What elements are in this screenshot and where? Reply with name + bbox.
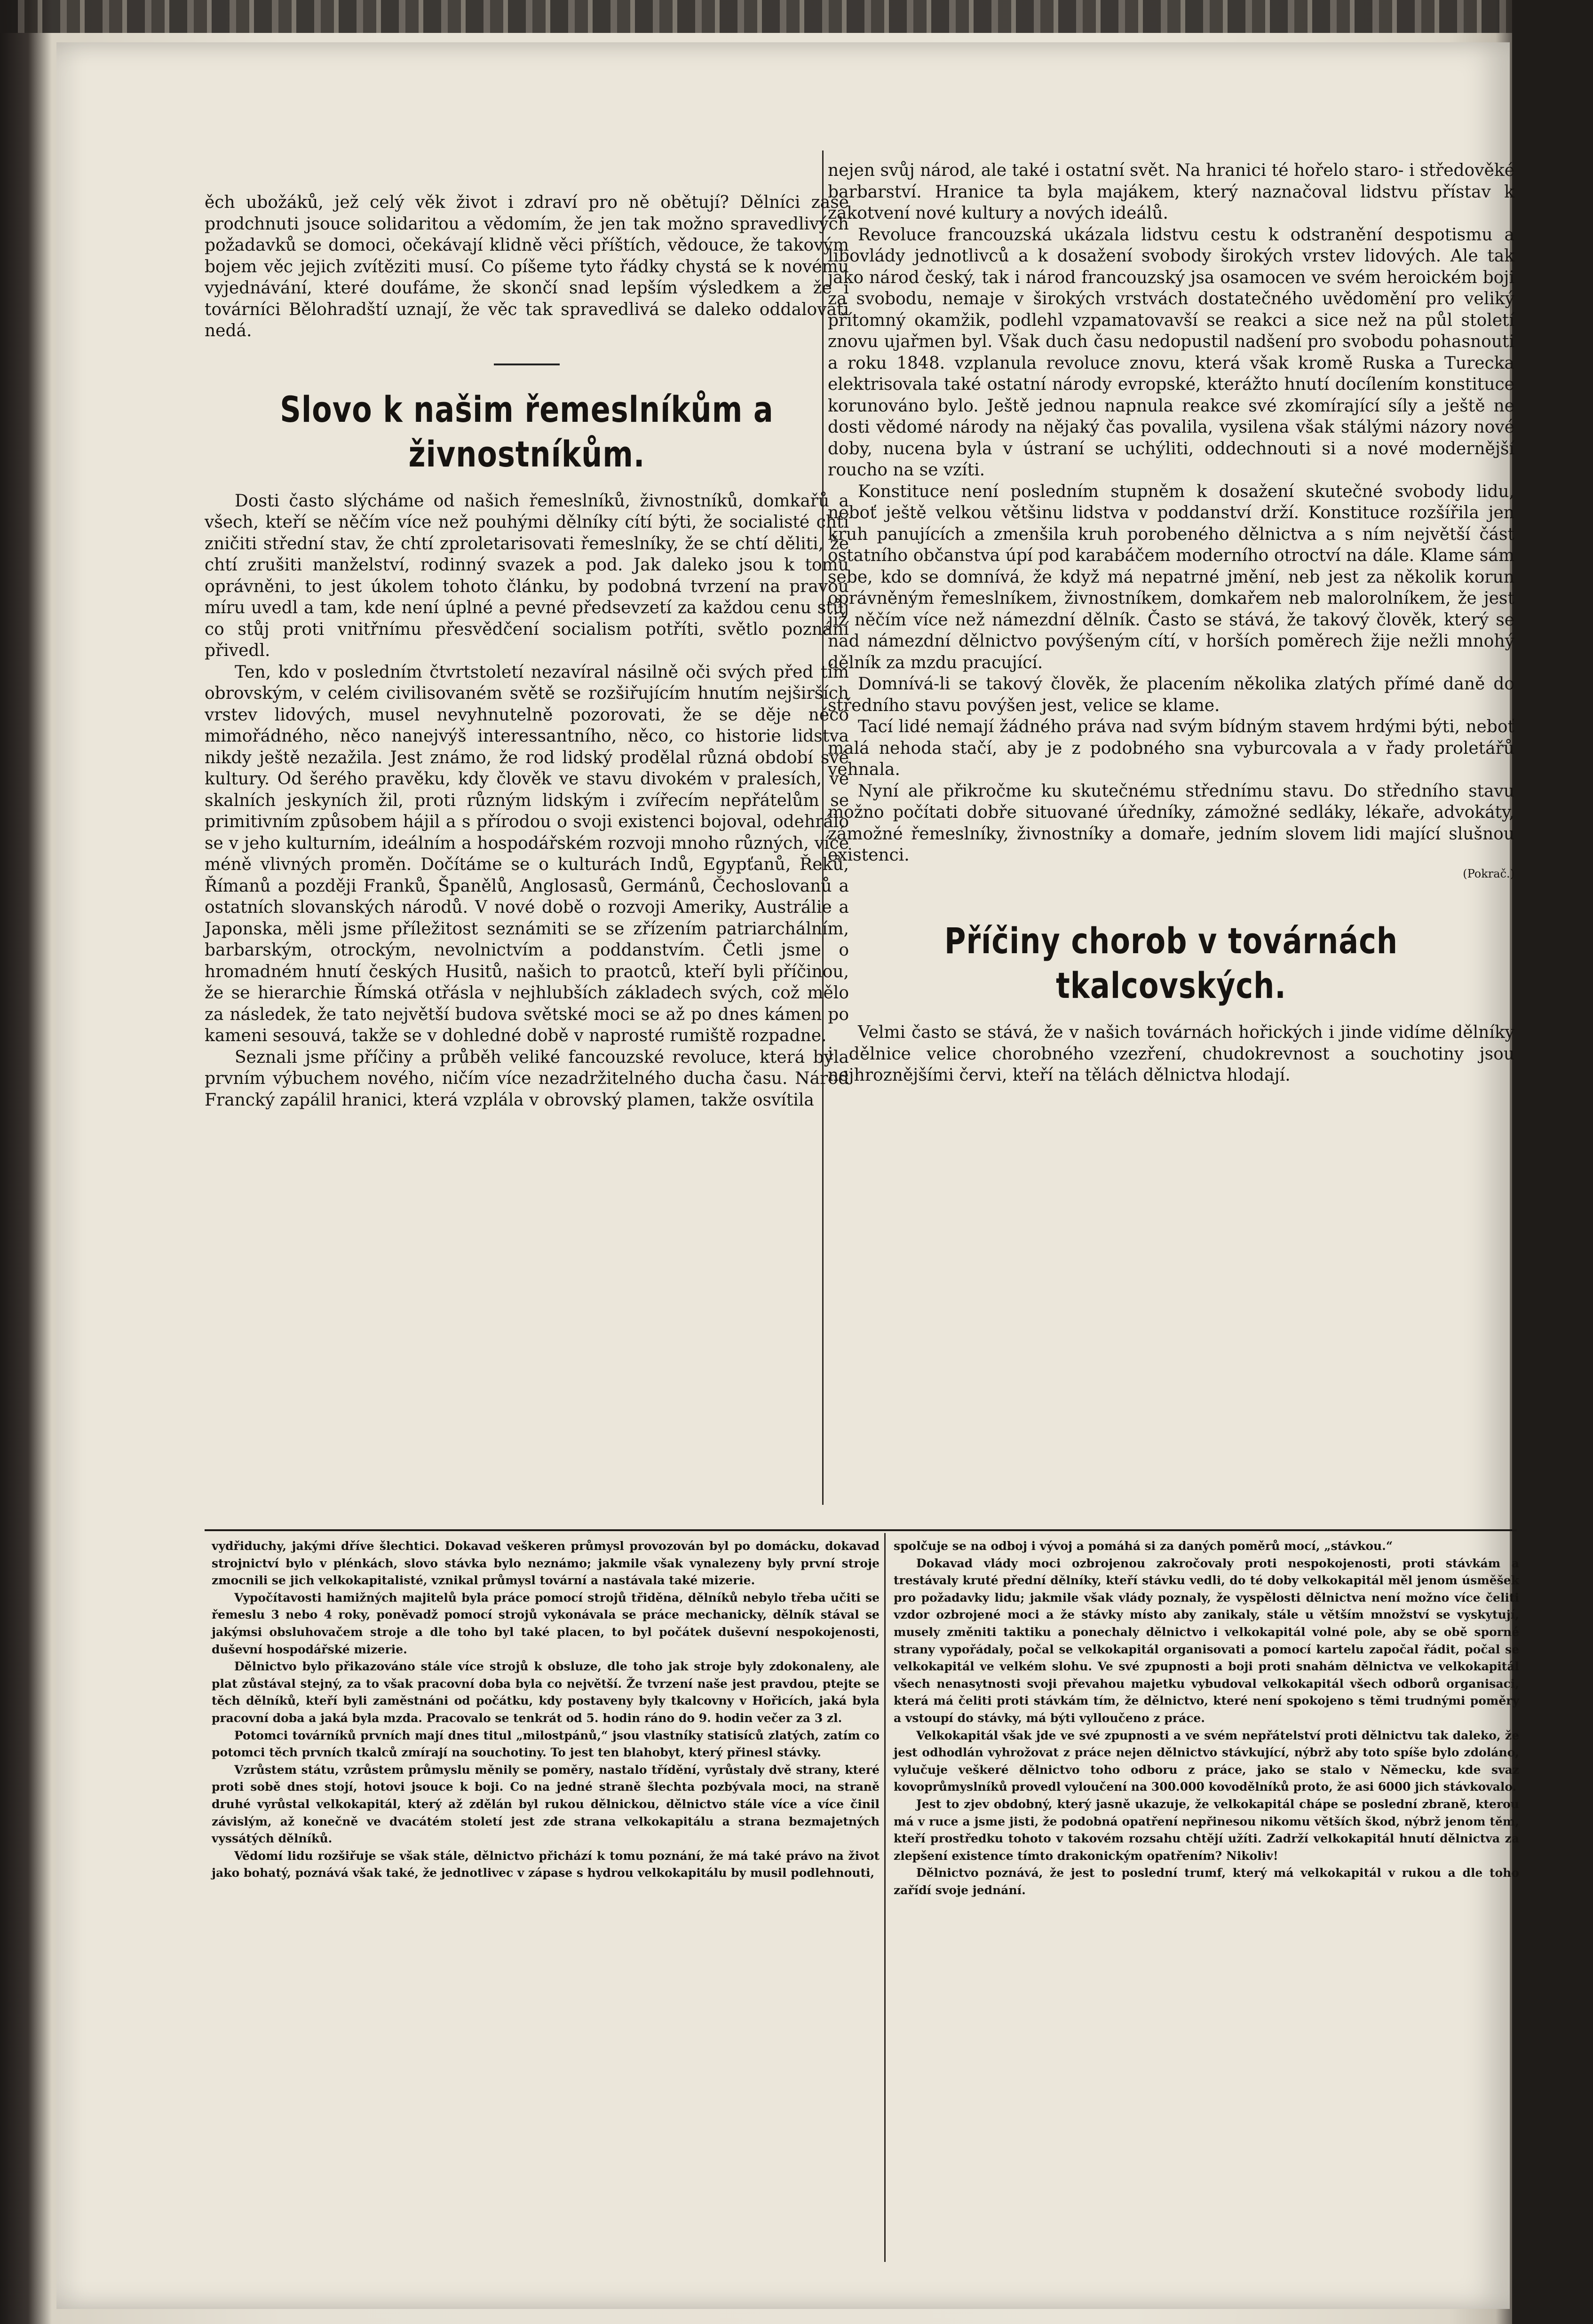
article-paragraph: Ten, kdo v posledním čtvrtstoletí nezavíral násilně oči svých před tím obrovským, v celém civilisovaném světě se rozšiřujícím hnutím nejširších vrstev lidových, musel nevyhnutelně pozorovati, že se děje něco mimořádného, něco nanejvýš interessantního, něco, co historie lidstva nikdy ještě nezažila. Jest známo, že rod lidský prodělal různá období své kultury. Od šerého pravěku, kdy člověk ve stavu divokém v pralesích, ve skalních jeskyních žil, proti různým lidským i zvířecím nepřátelům se primitivním způsobem hájil a s přírodou o svoji existenci bojoval, odehrálo se v jeho kulturním, ideálním a hospodářském rozvoji mnoho různých, více méně vlivných proměn. Dočítáme se o kulturách Indů, Egypťanů, Řeků, Římanů a později Franků, Španělů, Anglosasů, Germánů, Čechoslovanů a ostatních slovanských národů. V nové době o rozvoji Ameriky, Austrálie a Japonska, měli jsme příležitost seznámiti se se zřízením patriarchálním, barbarským, otrockým, nevolnictvím a poddanstvím. Četli jsme o hromadném hnutí českých Husitů, našich to praotců, kteří byli příčinou, že se hierarchie Římská otřásla v nejhlubších základech svých, což mělo za následek, že tato největší budova světské moci se až po dnes kámen po kameni sesouvá, takže se v dohledné době v naprosté rumiště rozpadne. (205, 662, 849, 1045)
bottom-paragraph: vydřiduchy, jakými dříve šlechtici. Dokavad veškeren průmysl provozován byl po domácku, dokavad strojnictví bylo v plénkách, slovo stávka bylo neznámo; jakmile však vynalezeny byly první stroje zmocnili se jich velkokapitalisté, vznikal průmysl tovární a nastávala také mizerie. (212, 1539, 880, 1588)
scan-right-border (1512, 0, 1593, 2324)
bottom-paragraph: Potomci továrníků prvních mají dnes titul „milostpánů,“ jsou vlastníky statisíců zlatých, zatím co potomci těch prvních tkalců zmírají na souchotiny. To jest ten blahobyt, který přinesl stávky. (212, 1728, 880, 1760)
article-paragraph: Domnívá-li se takový člověk, že placením několika zlatých přímé daně do středního stavu povýšen jest, velice se klame. (828, 674, 1514, 715)
article-paragraph: Nyní ale přikročme ku skutečnému střednímu stavu. Do středního stavu možno počítati dobře situované úředníky, zámožné sedláky, lékaře, advokáty, zámožné řemeslníky, živnostníky a domaře, jedním slovem lidi mající slušnou existenci. (828, 781, 1514, 865)
article-paragraph: Tací lidé nemají žádného práva nad svým bídným stavem hrdými býti, neboť malá nehoda stačí, aby je z podobného sna vyburcovala a v řady proletářů vehnala. (828, 717, 1514, 779)
left-column (205, 192, 849, 1111)
bottom-paragraph: spolčuje se na odboj i vývoj a pomáhá si za daných poměrů mocí, „stávkou.“ (894, 1539, 1393, 1553)
newspaper-page (56, 42, 1519, 2309)
article-paragraph: Revoluce francouzská ukázala lidstvu cestu k odstranění despotismu a libovlády jednotlivců a k dosažení svobody širokých vrstev lidových. Ale tak jako národ český, tak i národ francouzský jsa osamocen ve svém heroickém boji za svobodu, nemaje v širokých vrstvách dostatečného uvědomění pro veliký přítomný okamžik, podlehl vzpamatovavší se reakci a sice než na půl století znovu ujařmen byl. Však duch času nedopustil nadšení pro svobodu pohasnouti a roku 1848. vzplanula revoluce znovu, která však kromě Ruska a Turecka elektrisovala také ostatní národy evropské, kterážto hnutí docílením konstituce korunováno bylo. Ještě jednou napnula reakce své zkomírající síly a ještě ne dosti vědomé národy na nějaký čas povalila, vysilena však stálými názory nové doby, nucena byla v ústraní se uchýliti, oddechnouti si a nové modernější roucho na se vzíti. (828, 225, 1514, 480)
bottom-paragraph: Vzrůstem státu, vzrůstem průmyslu měnily se poměry, nastalo třídění, vyrůstaly dvě strany, které proti sobě dnes stojí, hotovi jsouce k boji. Co na jedné straně šlechta pozbývala moci, na straně druhé vyrůstal velkokapitál, který až zdělán byl rukou dělnickou, dělnictvo stále více a více činil závislým, až konečně ve dvacátém století jest zde strana velkokapitálu a strana bezmajetných vyssátých dělníků. (212, 1763, 880, 1846)
bottom-paragraph: Dokavad vlády moci ozbrojenou zakročovaly proti nespokojenosti, proti stávkám a trestávaly kruté přední dělníky, kteří stávku vedli, do té doby velkokapitál měl jenom úsměšek pro požadavky lidu; jakmile však vlády poznaly, že vyspělosti dělnictva není možno více čeliti vzdor ozbrojené moci a že stávky místo aby zanikaly, stále u větším množství se vyskytují, musely změniti taktiku a ponechaly dělnictvo i velkokapitál volné pole, aby se obě sporné strany vypořádaly, počal se velkokapitál organisovati a pomocí kartelu započal řádit, počal se velkokapitál ve velkém slohu. Ve své zpupnosti a boji proti snahám dělnictva ve velkokapitál všech nenasytnosti svoji převahou majetku vybudoval velkokapitál všech odborů organisaci, která má čeliti proti stávkám tím, že dělnictvo, které není spokojeno s těmi trudnými poměry a vstoupí do stávky, má býti vylloučeno z práce. (894, 1556, 1519, 1725)
bottom-left-column (212, 1538, 880, 1882)
bottom-paragraph: Velkokapitál však jde ve své zpupnosti a ve svém nepřátelství proti dělnictvu tak daleko, že jest odhodlán vyhrožovat z práce nejen dělnictvo stávkující, nýbrž aby toto spíše bylo zdoláno, vylučuje veškeré dělnictvo toho odboru z práce, jako se stalo v Německu, kde svaz kovoprůmyslníků provedl vyloučení na 300.000 kovodělníků proto, že asi 6000 jich stávkovalo. (894, 1728, 1519, 1794)
bottom-column-divider (884, 1533, 886, 2262)
bottom-paragraph: Dělnictvo poznává, že jest to poslední trumf, který má velkokapitál v rukou a dle toho zařídí svoje jednání. (894, 1866, 1519, 1897)
section-separator (494, 364, 560, 365)
bottom-paragraph: Dělnictvo bylo přikazováno stále více strojů k obsluze, dle toho jak stroje byly zdokonaleny, ale plat zůstával stejný, za to však pracovní doba byla co největší. Že tvrzení naše jest pravdou, ptejte se těch dělníků, kteří byli zaměstnáni od počátku, kdy postaveny byly tkalcovny v Hořicích, jaká byla pracovní doba a jaká byla mzda. Pracovalo se tenkrát od 5. hodin ráno do 9. hodin večer za 3 zl. (212, 1660, 880, 1725)
article-paragraph: Konstituce není posledním stupněm k dosažení skutečné svobody lidu, neboť ještě velkou většinu lidstva v poddanství drží. Konstituce rozšířila jen kruh panujících a zmenšila kruh porobeného dělnictva a s ním největší část ostatního občanstva úpí pod karabáčem moderního otroctví na dále. Klame sám sebe, kdo se domnívá, že když má nepatrné jmění, neb jest za několik korun oprávněným řemeslníkem, živnostníkem, domkařem neb malorolníkem, že jest již něčím více než námezdní dělník. Často se stává, že takový člověk, který se nad námezdní dělnictvo povýšeným cítí, v horších poměrech žije nežli mnohý dělník za mzdu pracující. (828, 482, 1514, 672)
article-paragraph: Dosti často slýcháme od našich řemeslníků, živnostníků, domkařů a všech, kteří se něčím více než pouhými dělníky cítí býti, že socialisté chtí zničiti střední stav, že chtí zproletarisovati řemeslníky, že se chtí děliti, že chtí zrušiti manželství, rodinný svazek a pod. Jak daleko jsou k tomu oprávněni, to jest úkolem tohoto článku, by podobná tvrzení na pravou míru uvedl a tam, kde není úplné a pevné předsevzetí za každou cenu stůj co stůj proti vnitřnímu přesvědčení socialism potříti, světlo poznání přivedl. (205, 491, 849, 660)
bottom-paragraph: Vědomí lidu rozšiřuje se však stále, dělnictvo přichází k tomu poznání, že má také právo na život jako bohatý, poznává však také, že jednotlivec v zápase s hydrou velkokapitálu by musil podlehnouti, (212, 1849, 880, 1880)
continued-note: (Pokrač.) (1463, 867, 1514, 880)
article-paragraph: nejen svůj národ, ale také i ostatní svět. Na hranici té hořelo staro- i středověké barbarství. Hranice ta byla majákem, který naznačoval lidstvu přístav k zakotvení nové kultury a nových ideálů. (828, 161, 1514, 223)
scan-top-edge (0, 0, 1593, 33)
article-title: Slovo k našim řemeslníkům a živnostníkům. (280, 388, 774, 475)
bottom-right-column (894, 1538, 1519, 1899)
bottom-paragraph: Jest to zjev obdobný, který jasně ukazuje, že velkokapitál chápe se poslední zbraně, kterou má v ruce a jsme jisti, že podobná opatření nepřinesou nikomu větších škod, nýbrž jenom těm, kteří prostředku tohoto v takovém rozsahu chtějí užíti. Zadrží velkokapitál hnutí dělnictva za zlepšení existence tímto drakonickým opatřením? Nikoliv! (894, 1797, 1519, 1863)
article2-paragraph: Velmi často se stává, že v našich továrnách hořických i jinde vidíme dělníky i dělnice velice chorobného vzezření, chudokrevnost a souchotiny jsou nejhroznějšími červi, kteří na tělách dělnictva hlodají. (828, 1023, 1514, 1085)
bottom-paragraph: Vypočítavosti hamižných majitelů byla práce pomocí strojů třiděna, dělníků nebylo třeba učiti se řemeslu 3 nebo 4 roky, poněvadž pomocí strojů vykonávala se práce mechanicky, dělník stával se jakýmsi obsluhovačem stroje a dle toho byl také placen, to byl počátek duševní nespokojenosti, duševní hospodářské mizerie. (212, 1590, 880, 1656)
right-column (828, 160, 1514, 1086)
bottom-section-rule (205, 1529, 1517, 1531)
article-paragraph: Seznali jsme příčiny a průběh veliké fancouzské revoluce, která byla prvním výbuchem nového, ničím více nezadržitelného ducha času. Národ Francký zapálil hranici, která vzplála v obrovský plamen, takže osvítila (205, 1047, 849, 1110)
intro-paragraph: ěch ubožáků, jež celý věk život i zdraví pro ně obětují? Dělníci zase prodchnuti jsouce solidaritou a vědomím, že jen tak možno spravedlivých požadavků se domoci, očekávají klidně věci příštích, vědouce, že takovým bojem věc jejich zvítěziti musí. Co píšeme tyto řádky chystá se k novému vyjednávání, které doufáme, že skončí snad lepším výsledkem a že i továrníci Bělohradští uznají, že věc tak spravedlivá se daleko oddalovati nedá. (205, 193, 849, 340)
article2-title: Příčiny chorob v továrnách tkalcovských. (944, 920, 1398, 1007)
